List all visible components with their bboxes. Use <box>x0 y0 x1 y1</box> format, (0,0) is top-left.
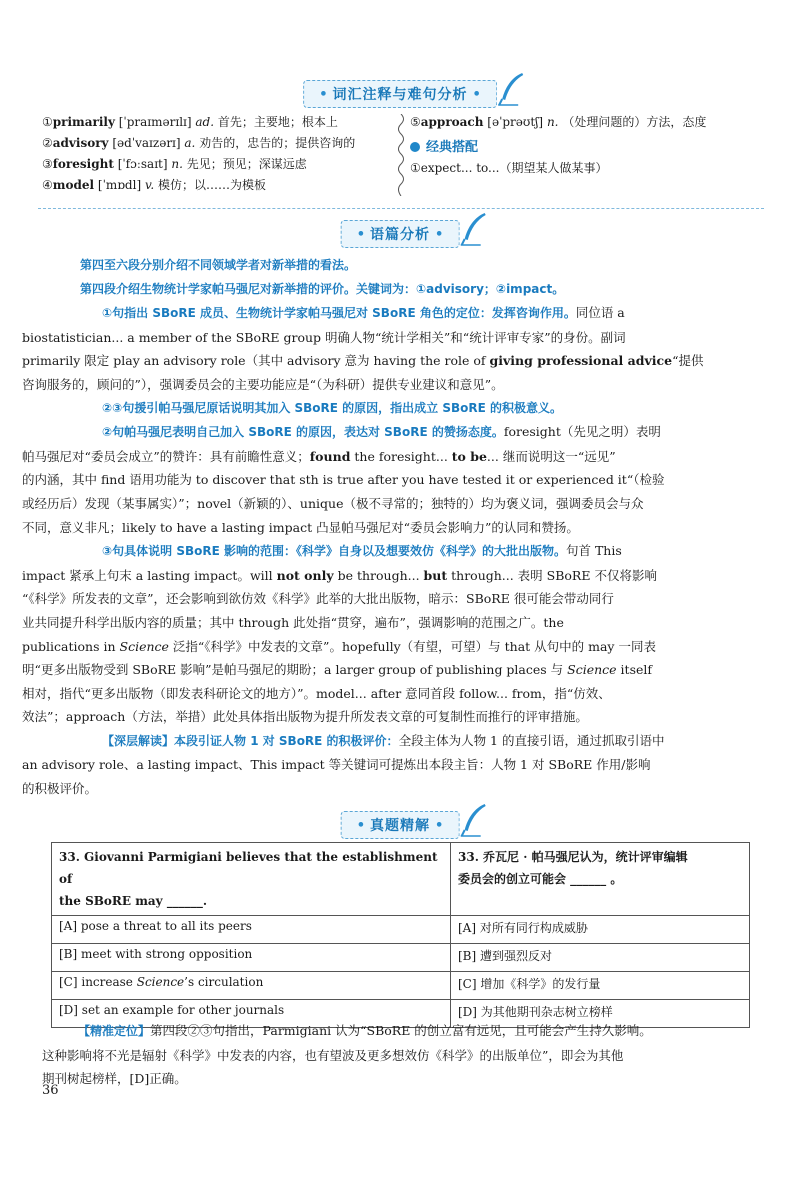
text-line: 相对，指代“更多出版物（即发表科研论文的地方）”。model... after 意同首段 follow... from，指“仿效、 <box>22 685 611 701</box>
text-line: 这种影响将不光是辐射《科学》中发表的内容，也有望波及更多想效仿《科学》的出版单位”，即会为其他 <box>42 1047 624 1063</box>
text-line: 不同，意义非凡；likely to have a lasting impact 凸显帕马强尼对“委员会影响力”的认同和赞扬。 <box>22 519 579 535</box>
text-line: 咨询服务的，顾问的”），强调委员会的主要功能应是“（为科研）提供专业建议和意见”。 <box>22 376 504 392</box>
vocab-block <box>42 112 762 202</box>
text-line: 明“更多出版物受到 SBoRE 影响”是帕马强尼的期盼；a larger group of publishing places 与 Science itself <box>22 662 653 678</box>
text-line: 的积极评价。 <box>22 781 98 797</box>
analysis-heading: ②③句援引帕马强尼原话说明其加入 SBoRE 的原因，指出成立 SBoRE 的积极意义。 <box>102 400 562 415</box>
text-line: primarily 限定 play an advisory role（其中 advisory 意为 having the role of giving professional advice“提供 <box>22 353 704 369</box>
text-line: an advisory role、a lasting impact、This impact 等关键词可提炼出本段主旨：人物 1 对 SBoRE 作用/影响 <box>22 757 651 773</box>
question-stem-row <box>52 843 750 916</box>
vocab-section-banner: • 词汇注释与难句分析 • <box>303 80 497 108</box>
option-cn: [A] 对所有同行构成威胁 <box>451 916 750 944</box>
analysis-section-title: 语篇分析 <box>370 227 430 243</box>
text-line: biostatistician... a member of the SBoRE group 明确人物“统计学相关”和“统计评审专家”的身份。副词 <box>22 329 626 345</box>
quill-pen-icon <box>458 211 488 247</box>
option-en: [C] increase Science’s circulation <box>52 972 451 1000</box>
analysis-paragraph-body <box>22 326 762 397</box>
section-divider <box>38 208 764 209</box>
text-line: “《科学》所发表的文章”，还会影响到欲仿效《科学》此举的大批出版物，暗示：SBoRE 很可能会带动同行 <box>22 591 614 607</box>
analysis-section-banner: • 语篇分析 • <box>341 220 460 248</box>
text-line: 业共同提升科学出版内容的质量；其中 through 此处指“贯穿，遍布”，强调影响的范围之广。the <box>22 614 564 630</box>
question-table <box>51 842 750 1028</box>
answer-explanation <box>42 1019 762 1091</box>
text-line: 或经历后）发现（某事属实）”；novel（新颖的）、unique（极不寻常的；独特的）均为褒义词，强调委员会与众 <box>22 495 644 511</box>
text-line: 帕马强尼对“委员会成立”的赞许：具有前瞻性意义；found the foresight... to be... 继而说明这一“远见” <box>22 448 616 464</box>
vocab-item: ③foresight [ˈfɔːsaɪt] n. 先见；预见；深谋远虑 <box>42 157 307 171</box>
text-line: 期刊树起榜样，[D]正确。 <box>42 1071 187 1087</box>
option-en: [D] set an example for other journals <box>52 1000 451 1028</box>
vocab-section-title: 词汇注释与难句分析 <box>332 87 468 103</box>
analysis-paragraph: ①句指出 SBoRE 成员、生物统计学家帕马强尼对 SBoRE 角色的定位：发挥咨询作用。同位语 a <box>102 305 625 321</box>
vocab-item: ⑤approach [əˈprəʊtʃ] n. （处理问题的）方法，态度 <box>410 115 707 129</box>
question-stem-cn: 33. 乔瓦尼 · 帕马强尼认为，统计评审编辑 委员会的创立可能会 ______ 。 <box>451 843 750 916</box>
option-cn: [C] 增加《科学》的发行量 <box>451 972 750 1000</box>
analysis-paragraph-body <box>22 753 762 800</box>
vocab-item: ④model [ˈmɒdl] v. 模仿；以……为模板 <box>42 178 266 192</box>
option-en: [B] meet with strong opposition <box>52 944 451 972</box>
quill-pen-icon <box>496 71 526 107</box>
page-number: 36 <box>42 1083 59 1098</box>
analysis-paragraph-body <box>22 445 762 539</box>
exam-section-banner: • 真题精解 • <box>341 811 460 839</box>
analysis-heading: 第四段介绍生物统计学家帕马强尼对新举措的评价。关键词为：①advisory；②impact。 <box>80 281 565 296</box>
vocab-right-column <box>410 112 762 179</box>
option-row <box>52 944 750 972</box>
analysis-paragraph: ③句具体说明 SBoRE 影响的范围：《科学》自身以及想要效仿《科学》的大批出版物。句首 This <box>102 543 622 559</box>
option-cn: [B] 遭到强烈反对 <box>451 944 750 972</box>
column-divider-squiggle <box>394 114 408 196</box>
analysis-paragraph-body <box>22 564 762 729</box>
option-row <box>52 916 750 944</box>
deep-reading-paragraph: 【深层解读】本段引证人物 1 对 SBoRE 的积极评价：全段主体为人物 1 的直接引语，通过抓取引语中 <box>102 732 665 748</box>
vocab-left-column <box>42 112 402 196</box>
option-row <box>52 972 750 1000</box>
text-line: impact 紧承上句末 a lasting impact。will not only be through... but through... 表明 SBoRE 不仅将影响 <box>22 567 657 583</box>
exam-section-title: 真题精解 <box>370 818 430 834</box>
text-line: 效法”；approach（方法，举措）此处具体指出版物为提升所发表文章的可复制性而推行的评审措施。 <box>22 709 588 725</box>
collocation-item: ①expect... to...（期望某人做某事） <box>410 161 608 175</box>
text-line: publications in Science 泛指“《科学》中发表的文章”。hopefully（有望，可望）与 that 从句中的 may 一同表 <box>22 638 656 654</box>
option-cn: [D] 为其他期刊杂志树立榜样 <box>451 1000 750 1028</box>
vocab-item: ②advisory [ədˈvaɪzərɪ] a. 劝告的，忠告的；提供咨询的 <box>42 136 356 150</box>
analysis-heading: 第四至六段分别介绍不同领域学者对新举措的看法。 <box>80 258 357 272</box>
quill-pen-icon <box>458 802 488 838</box>
collocation-heading: 经典搭配 <box>410 137 762 158</box>
option-en: [A] pose a threat to all its peers <box>52 916 451 944</box>
vocab-item: ①primarily [ˈpraɪmərɪlɪ] ad. 首先；主要地；根本上 <box>42 115 338 129</box>
text-line: 【精准定位】第四段②③句指出，Parmigiani 认为“SBoRE 的创立富有远见，且可能会产生持久影响。 <box>78 1023 652 1038</box>
bullet-dot-icon <box>410 142 420 152</box>
text-line: 的内涵，其中 find 语用功能为 to discover that sth is true after you have tested it or experienced it“（检验 <box>22 472 665 488</box>
analysis-body <box>22 254 762 801</box>
analysis-paragraph: ②句帕马强尼表明自己加入 SBoRE 的原因，表达对 SBoRE 的赞扬态度。foresight（先见之明）表明 <box>102 424 661 440</box>
question-stem-en: 33. Giovanni Parmigiani believes that the establishment of the SBoRE may ______. <box>52 843 451 916</box>
